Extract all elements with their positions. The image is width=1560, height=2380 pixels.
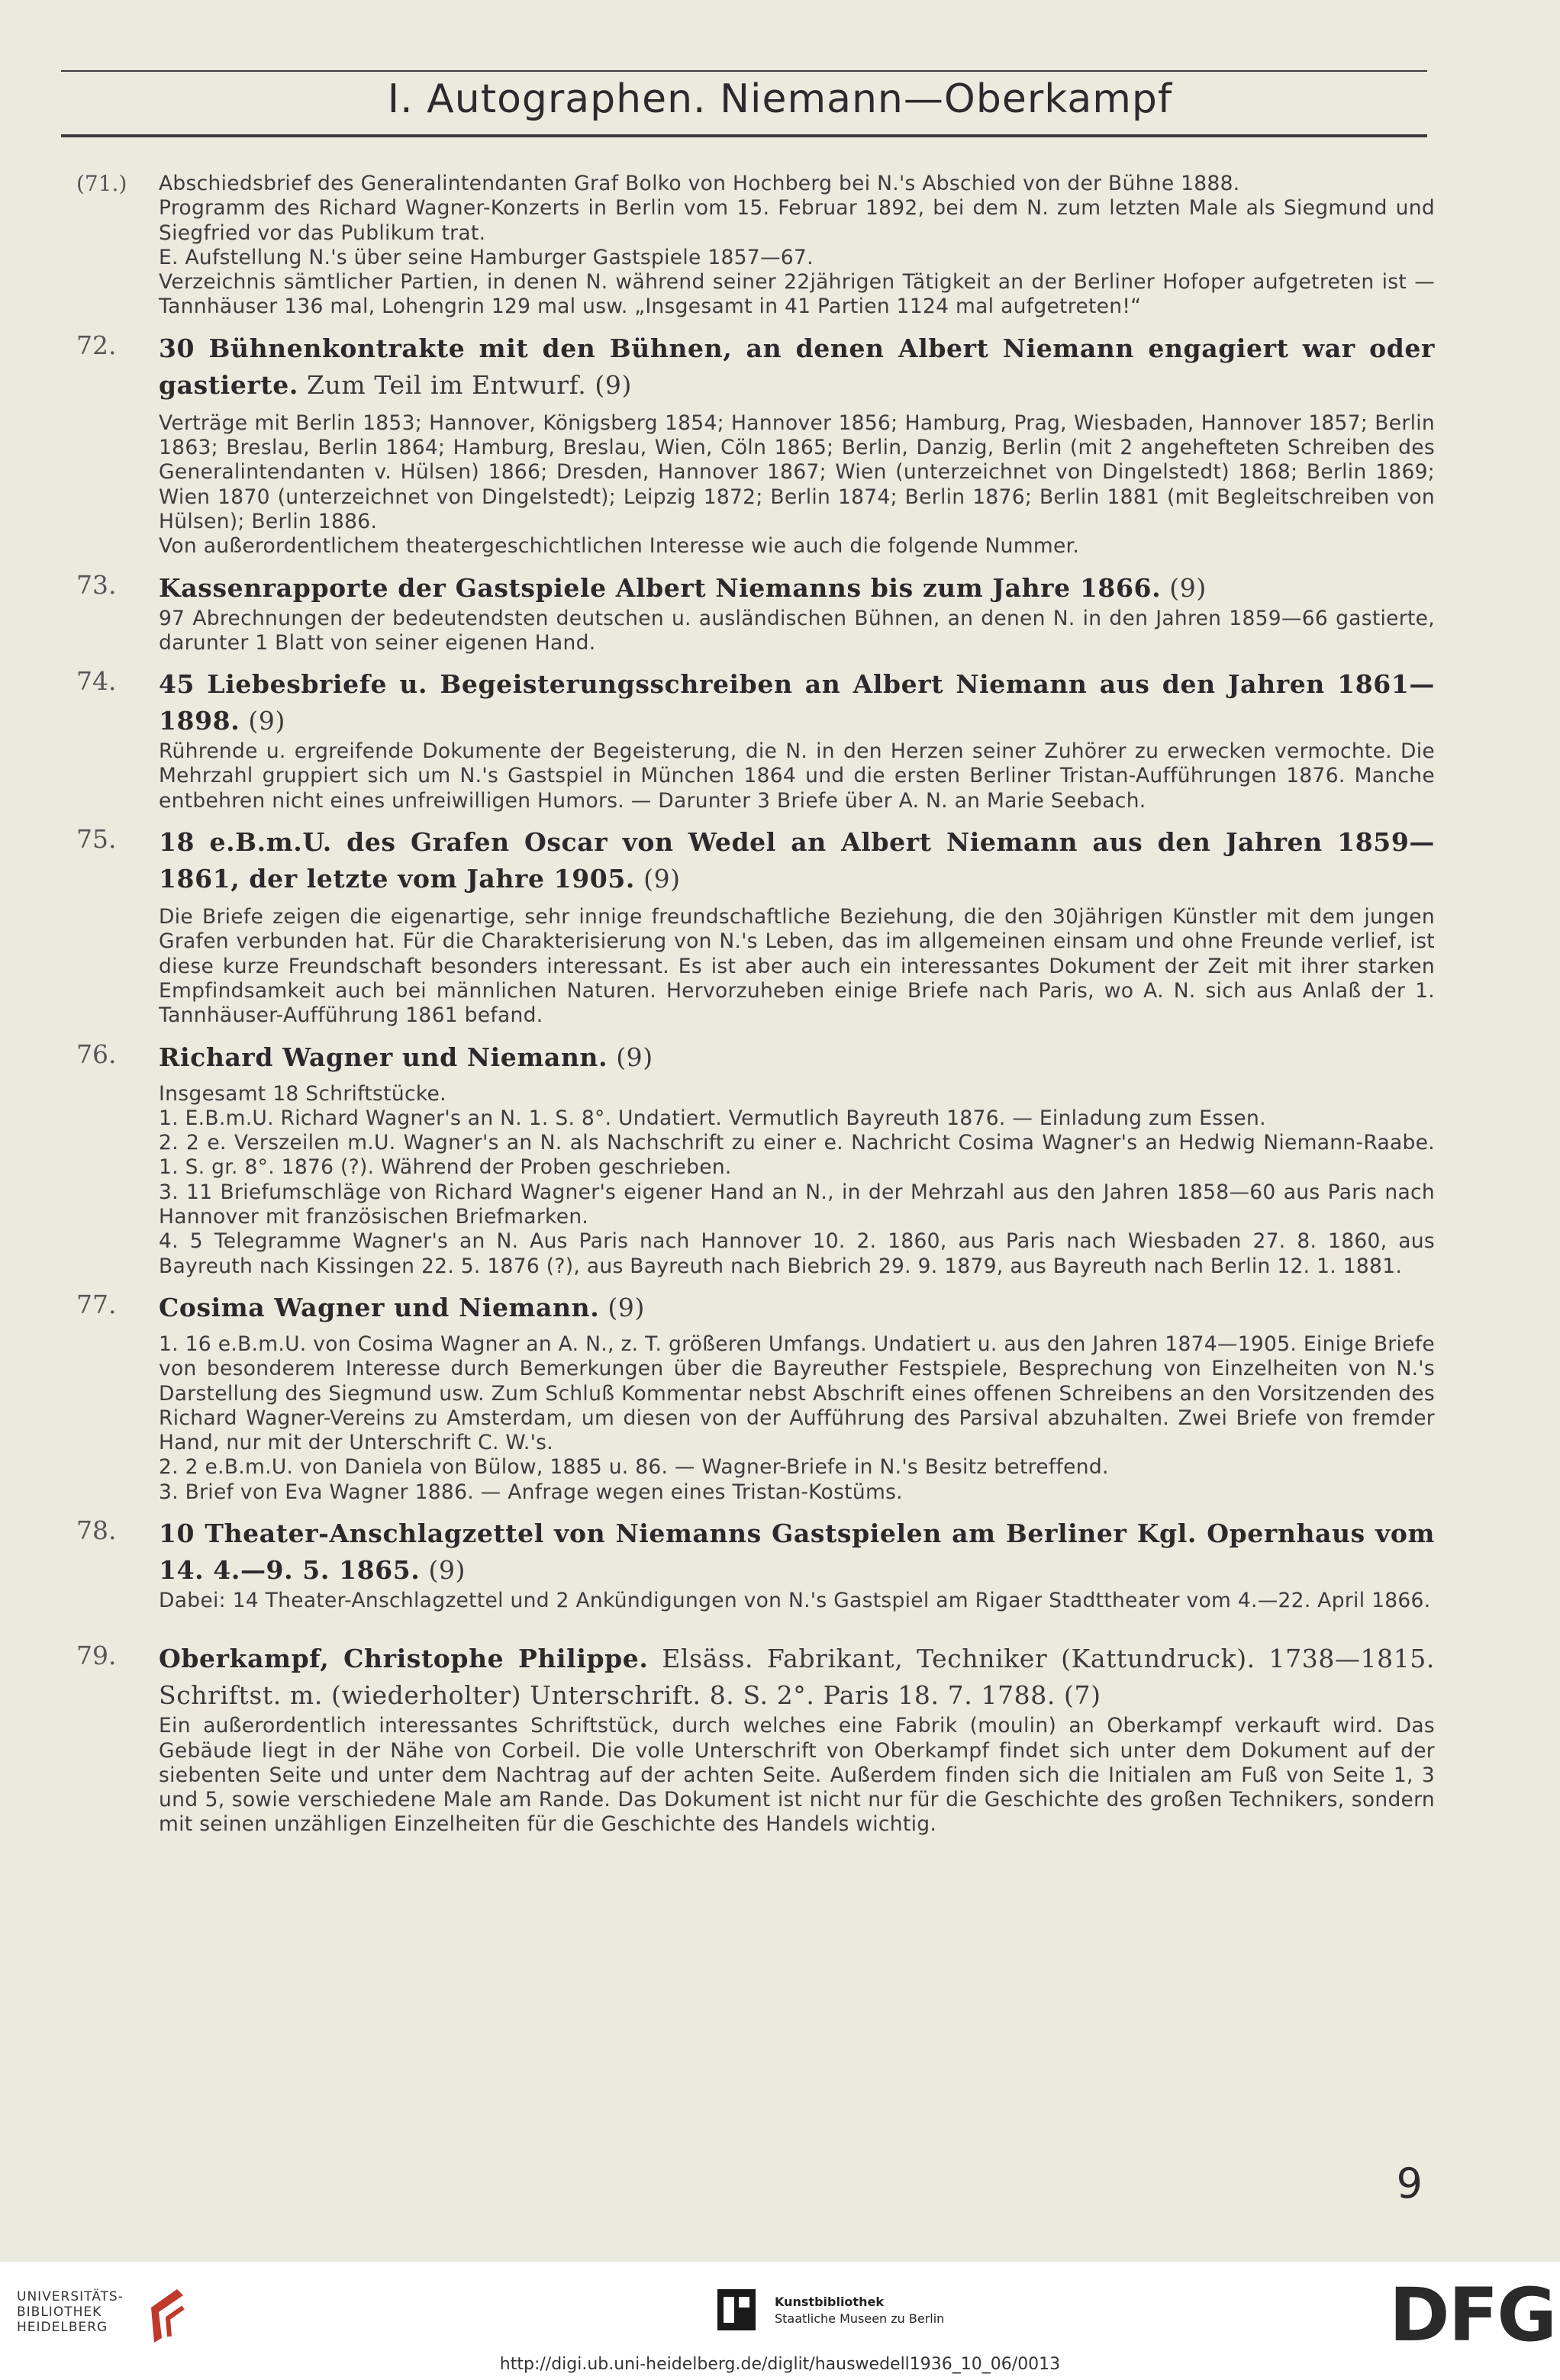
entry-title-bold: Oberkampf, Christophe Philippe.	[159, 1644, 649, 1674]
entry-text: Ein außerordentlich interessantes Schriftstück, durch welches eine Fabrik (moulin) an Oberkampf verkauft wird. Das Gebäude liegt in der Nähe von Corbeil. Die volle Unterschrift von Oberkampf findet sich unter dem Dokument auf der siebenten Seite und unter dem Nachtrag auf der achten Seite. Außerdem finden sich die Initialen am Fuß von Seite 1, 3 und 5, sowie verschiedene Male am Rande. Das Dokument ist nicht nur für die Geschichte des großen Technikers, sondern mit seinen unzähligen Einzelheiten für die Geschichte des Handels wichtig.	[159, 1714, 1435, 1837]
entry-title-bold: 10 Theater-Anschlagzettel von Niemanns Gastspielen am Berliner Kgl. Opernhaus vom 14. 4.—9. 5. 1865.	[159, 1518, 1435, 1585]
logo-text-line: UNIVERSITÄTS-	[17, 2289, 124, 2304]
entry-number: 73.	[76, 569, 117, 600]
entry-number: 79.	[76, 1641, 117, 1671]
catalog-entry-72	[76, 330, 1435, 559]
logo-text-line: HEIDELBERG	[17, 2320, 108, 2335]
header-rule-top	[61, 70, 1427, 72]
header-rule-bottom	[61, 134, 1427, 137]
entry-title-rest: (9)	[599, 1292, 645, 1322]
entry-text: 2. 2 e. Verszeilen m.U. Wagner's an N. als Nachschrift zu einer e. Nachricht Cosima Wagner's an Hedwig Niemann-Raabe. 1. S. gr. 8°. 1876 (?). Während der Proben geschrieben.	[159, 1131, 1435, 1180]
entry-title	[159, 330, 1435, 404]
entry-number: 75.	[76, 824, 117, 855]
catalog-entry-75	[76, 824, 1435, 1028]
entry-title-rest: (9)	[635, 864, 681, 894]
digitization-footer	[0, 2262, 1560, 2380]
catalog-entry-76	[76, 1039, 1435, 1279]
entry-number: (71.)	[76, 171, 127, 196]
entry-text: Verzeichnis sämtlicher Partien, in denen N. während seiner 22jährigen Tätigkeit an der Berliner Hofoper aufgetreten ist — Tannhäuser 136 mal, Lohengrin 129 mal usw. „Insgesamt in 41 Partien 1124 mal aufgetreten!“	[159, 270, 1435, 319]
entry-title-rest: (9)	[240, 706, 285, 736]
page-number: 9	[1396, 2159, 1423, 2208]
running-header: I. Autographen. Niemann—Oberkampf	[387, 76, 1173, 122]
entry-title-bold: 45 Liebesbriefe u. Begeisterungsschreiben an Albert Niemann aus den Jahren 1861—1898.	[159, 669, 1435, 736]
catalog-entry-73	[76, 570, 1435, 656]
kunstbibliothek-logo	[775, 2294, 944, 2327]
entry-title-bold: Cosima Wagner und Niemann.	[159, 1292, 600, 1322]
entry-text: 2. 2 e.B.m.U. von Daniela von Bülow, 1885 u. 86. — Wagner-Briefe in N.'s Besitz betreffend.	[159, 1455, 1109, 1480]
source-url-link[interactable]: http://digi.ub.uni-heidelberg.de/diglit/hauswedell1936_10_06/0013	[499, 2355, 1061, 2374]
entry-text: Dabei: 14 Theater-Anschlagzettel und 2 Ankündigungen von N.'s Gastspiel am Rigaer Stadttheater vom 4.—22. April 1866.	[159, 1588, 1431, 1612]
entry-title-rest: Zum Teil im Entwurf. (9)	[298, 369, 632, 400]
entry-text: Abschiedsbrief des Generalintendanten Graf Bolko von Hochberg bei N.'s Abschied von der Bühne 1888.	[159, 172, 1240, 195]
catalog-entry-79	[76, 1641, 1435, 1837]
entry-title-bold: 30 Bühnenkontrakte mit den Bühnen, an denen Albert Niemann engagiert war oder gastierte.	[159, 333, 1435, 400]
entry-title	[159, 570, 1435, 607]
entry-text: 97 Abrechnungen der bedeutendsten deutschen u. ausländischen Bühnen, an denen N. in den Jahren 1859—66 gastierte, darunter 1 Blatt von seiner eigenen Hand.	[159, 606, 1435, 655]
entry-title-bold: Kassenrapporte der Gastspiele Albert Niemanns bis zum Jahre 1866.	[159, 572, 1162, 603]
entry-title	[159, 1290, 1435, 1326]
entry-title	[159, 1039, 1435, 1076]
university-library-logo	[17, 2289, 124, 2335]
entry-text: Die Briefe zeigen die eigenartige, sehr innige freundschaftliche Beziehung, die den 30jährigen Künstler mit dem jungen Grafen verbunden hat. Für die Charakterisierung von N.'s Leben, das im allgemeinen einsam und ohne Freunde verlief, ist diese kurze Freundschaft besonders interessant. Es ist aber auch ein interessantes Dokument der Zeit mit ihrer starken Empfindsamkeit auch bei männlichen Naturen. Hervorzuheben einige Briefe nach Paris, wo A. N. sich aus Anlaß der 1. Tannhäuser-Aufführung 1861 befand.	[159, 905, 1435, 1028]
kunstbibliothek-subtitle: Staatliche Museen zu Berlin	[775, 2311, 945, 2326]
catalog-entries	[76, 172, 1435, 1837]
dfg-logo: DFG	[1389, 2272, 1556, 2358]
entry-number: 78.	[76, 1515, 117, 1545]
entry-text: 1. 16 e.B.m.U. von Cosima Wagner an A. N., z. T. größeren Umfangs. Undatiert u. aus den Jahren 1874—1905. Einige Briefe von besonderem Interesse durch Bemerkungen über die Bayreuther Festspiele, Besprechung von Einzelheiten von N.'s Darstellung des Siegmund usw. Zum Schluß Kommentar nebst Abschrift eines offenen Schreibens an den Vorsitzenden des Richard Wagner-Vereins zu Amsterdam, um diesen von der Aufführung des Parsival abzuhalten. Zwei Briefe von fremder Hand, nur mit der Unterschrift C. W.'s.	[159, 1332, 1435, 1455]
entry-text: E. Aufstellung N.'s über seine Hamburger Gastspiele 1857—67.	[159, 245, 814, 269]
entry-text: Von außerordentlichem theatergeschichtlichen Interesse wie auch die folgende Nummer.	[159, 534, 1080, 559]
logo-text-line: BIBLIOTHEK	[17, 2304, 102, 2320]
catalog-entry-71	[76, 172, 1435, 320]
entry-text: Programm des Richard Wagner-Konzerts in Berlin vom 15. Februar 1892, bei dem N. zum letzten Male als Siegmund und Siegfried vor das Publikum trat.	[159, 196, 1435, 245]
entry-title-bold: 18 e.B.m.U. des Grafen Oscar von Wedel an Albert Niemann aus den Jahren 1859—1861, der letzte vom Jahre 1905.	[159, 827, 1435, 894]
entry-number: 76.	[76, 1039, 117, 1069]
entry-title-rest: Elsäss. Fabrikant, Techniker (Kattundruck). 1738—1815. Schriftst. m. (wiederholter) Unterschrift. 8. S. 2°. Paris 18. 7. 1788. (7)	[159, 1644, 1435, 1711]
entry-text: Insgesamt 18 Schriftstücke.	[159, 1081, 446, 1106]
entry-title	[159, 824, 1435, 897]
entry-title-rest: (9)	[1161, 572, 1207, 603]
entry-text: Verträge mit Berlin 1853; Hannover, Königsberg 1854; Hannover 1856; Hamburg, Prag, Wiesbaden, Hannover 1857; Berlin 1863; Breslau, Berlin 1864; Hamburg, Breslau, Wien, Cöln 1865; Berlin, Danzig, Berlin (mit 2 angehefteten Schreiben des Generalintendanten v. Hülsen) 1866; Dresden, Hannover 1867; Wien (unterzeichnet von Dingelstedt) 1868; Berlin 1869; Wien 1870 (unterzeichnet von Dingelstedt); Leipzig 1872; Berlin 1874; Berlin 1876; Berlin 1881 (mit Begleitschreiben von Hülsen); Berlin 1886.	[159, 411, 1435, 533]
entry-title	[159, 1515, 1435, 1589]
entry-title-rest: (9)	[608, 1042, 653, 1072]
catalog-entry-78	[76, 1515, 1435, 1613]
entry-text: Rührende u. ergreifende Dokumente der Begeisterung, die N. in den Herzen seiner Zuhörer zu erwecken vermochte. Die Mehrzahl gruppiert sich um N.'s Gastspiel in München 1864 und die ersten Berliner Tristan-Aufführungen 1876. Manche entbehren nicht eines unfreiwilligen Humors. — Darunter 3 Briefe über A. N. an Marie Seebach.	[159, 739, 1435, 813]
entry-title-bold: Richard Wagner und Niemann.	[159, 1042, 608, 1072]
entry-title	[159, 1641, 1435, 1714]
catalog-entry-77	[76, 1290, 1435, 1505]
entry-title	[159, 666, 1435, 739]
entry-text: 3. 11 Briefumschläge von Richard Wagner's eigener Hand an N., in der Mehrzahl aus den Jahren 1858—60 aus Paris nach Hannover mit französischen Briefmarken.	[159, 1180, 1435, 1229]
entry-text: 4. 5 Telegramme Wagner's an N. Aus Paris nach Hannover 10. 2. 1860, aus Paris nach Wiesbaden 27. 8. 1860, aus Bayreuth nach Kissingen 22. 5. 1876 (?), aus Bayreuth nach Biebrich 29. 9. 1879, aus Bayreuth nach Berlin 12. 1. 1881.	[159, 1229, 1435, 1278]
kunstbibliothek-emblem-icon	[717, 2289, 756, 2330]
university-emblem-icon	[143, 2285, 191, 2346]
entry-number: 72.	[76, 330, 117, 360]
kunstbibliothek-name: Kunstbibliothek	[775, 2295, 884, 2309]
entry-number: 77.	[76, 1289, 117, 1319]
entry-text: 1. E.B.m.U. Richard Wagner's an N. 1. S. 8°. Undatiert. Vermutlich Bayreuth 1876. — Einladung zum Essen.	[159, 1106, 1266, 1130]
entry-number: 74.	[76, 666, 117, 697]
catalog-entry-74	[76, 666, 1435, 813]
entry-text: 3. Brief von Eva Wagner 1886. — Anfrage wegen eines Tristan-Kostüms.	[159, 1480, 903, 1504]
entry-title-rest: (9)	[420, 1554, 466, 1585]
